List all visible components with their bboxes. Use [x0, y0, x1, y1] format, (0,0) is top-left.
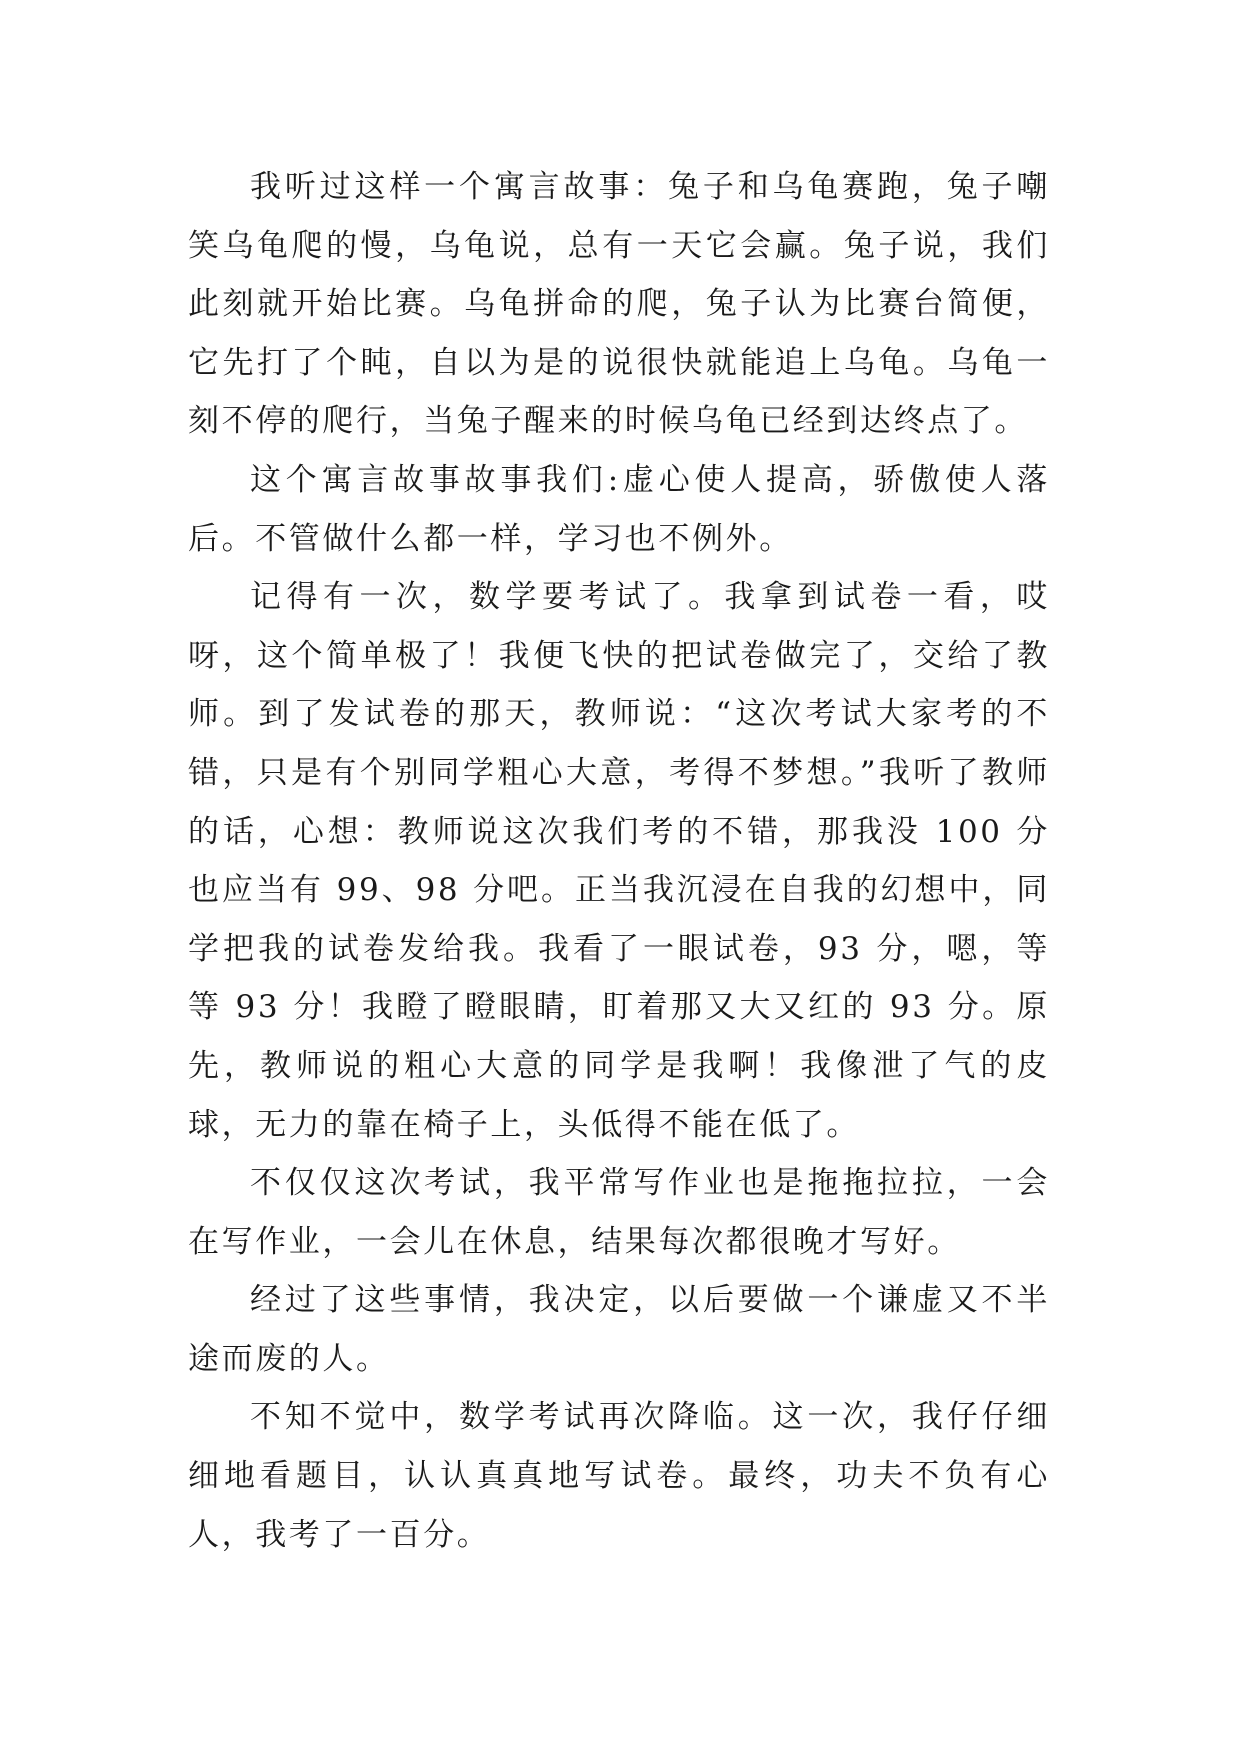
paragraph-3: 记得有一次，数学要考试了。我拿到试卷一看，哎呀，这个简单极了！我便飞快的把试卷做完了，交给了教师。到了发试卷的那天，教师说：“这次考试大家考的不错，只是有个别同学粗心大意，考得不梦想。”我听了教师的话，心想：教师说这次我们考的不错，那我没 100 分也应当有 99、98 分吧。正当我沉浸在自我的幻想中，同学把我的试卷发给我。我看了一眼试卷，93 分，嗯，等等 93 分！我瞪了瞪眼睛，盯着那又大又红的 93 分。原先，教师说的粗心大意的同学是我啊！我像泄了气的皮球，无力的靠在椅子上，头低得不能在低了。 [188, 579, 1050, 1143]
paragraph-5: 经过了这些事情，我决定，以后要做一个谦虚又不半途而废的人。 [188, 1282, 1050, 1377]
paragraph-4: 不仅仅这次考试，我平常写作业也是拖拖拉拉，一会在写作业，一会儿在休息，结果每次都很晚才写好。 [188, 1165, 1050, 1260]
document-body [188, 158, 1050, 1564]
paragraph-2: 这个寓言故事故事我们:虚心使人提高，骄傲使人落后。不管做什么都一样，学习也不例外。 [188, 461, 1050, 557]
paragraph-6: 不知不觉中，数学考试再次降临。这一次，我仔仔细细地看题目，认认真真地写试卷。最终，功夫不负有心人，我考了一百分。 [188, 1399, 1050, 1553]
paragraph-1: 我听过这样一个寓言故事：兔子和乌龟赛跑，兔子嘲笑乌龟爬的慢，乌龟说，总有一天它会赢。兔子说，我们此刻就开始比赛。乌龟拼命的爬，兔子认为比赛台简便，它先打了个盹，自以为是的说很快就能追上乌龟。乌龟一刻不停的爬行，当兔子醒来的时候乌龟已经到达终点了。 [188, 169, 1050, 440]
